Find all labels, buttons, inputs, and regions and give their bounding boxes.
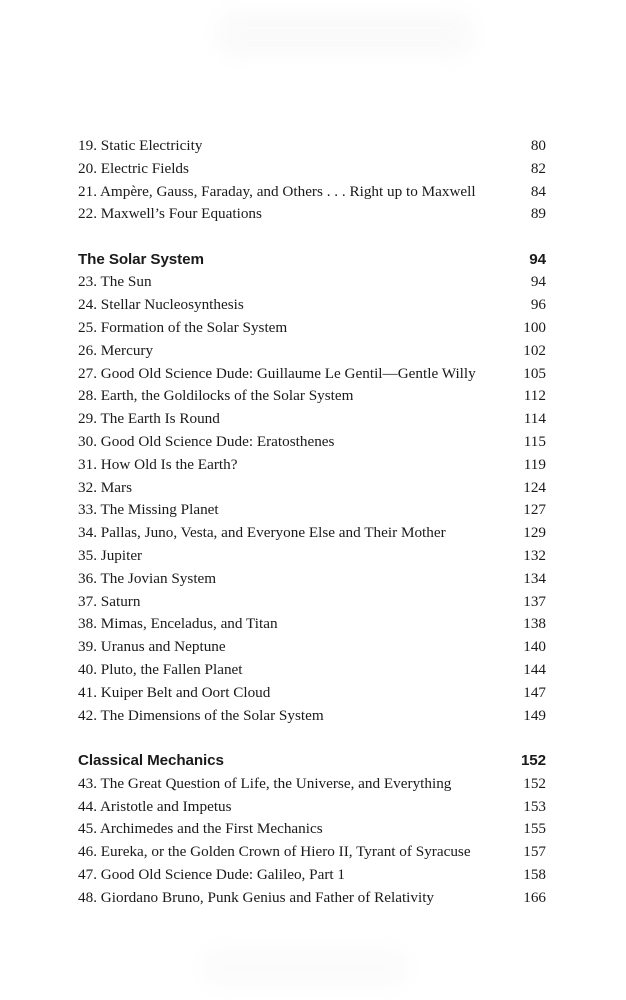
toc-entry-title: 32. Mars [78,478,132,496]
toc-entry[interactable] [78,181,546,204]
toc-entry-page: 132 [523,547,546,565]
toc-entry-title: 43. The Great Question of Life, the Universe, and Everything [78,774,452,792]
toc-entry-title: 25. Formation of the Solar System [78,319,288,337]
toc-entry-title: 34. Pallas, Juno, Vesta, and Everyone Else and Their Mother [78,524,446,542]
toc-entry[interactable] [78,203,546,226]
toc-entry-page: 155 [523,820,546,838]
toc-entry-page: 80 [530,137,546,154]
toc-entry-page: 124 [523,478,546,496]
toc-entry-title: 26. Mercury [78,341,154,359]
toc-entry[interactable] [78,294,546,317]
toc-entry[interactable] [78,135,546,158]
toc-entry-title: 29. The Earth Is Round [78,410,220,428]
toc-entry-page: 112 [523,387,546,405]
toc-entry-page: 114 [523,410,546,428]
toc-entry-title: 33. The Missing Planet [78,501,219,519]
toc-entry-page: 166 [523,888,546,906]
toc-entry[interactable] [78,363,546,386]
toc-entry-page: 152 [523,774,546,792]
table-of-contents [78,135,546,910]
section-title: The Solar System [78,250,204,268]
toc-entry-page: 100 [523,319,546,337]
toc-entry[interactable] [78,317,546,340]
toc-entry[interactable] [78,431,546,454]
toc-group-classical-mechanics [78,773,546,910]
toc-entry[interactable] [78,499,546,522]
toc-entry-page: 89 [530,205,546,223]
toc-entry-page: 105 [523,364,546,382]
toc-entry-title: 37. Saturn [78,592,141,610]
toc-entry-title: 31. How Old Is the Earth? [78,455,238,473]
toc-entry[interactable] [78,385,546,408]
faded-footer-smudge [200,948,410,988]
toc-entry-title: 20. Electric Fields [78,159,189,177]
section-title: Classical Mechanics [78,751,224,769]
toc-entry[interactable] [78,796,546,819]
toc-entry[interactable] [78,682,546,705]
toc-entry-title: 40. Pluto, the Fallen Planet [78,661,243,679]
toc-entry-page: 147 [523,683,546,701]
toc-entry-title: 19. Static Electricity [78,137,203,154]
toc-entry-page: 96 [530,296,546,314]
toc-entry-title: 45. Archimedes and the First Mechanics [78,820,323,838]
toc-entry-page: 153 [523,797,546,815]
toc-entry-page: 102 [523,341,546,359]
toc-entry[interactable] [78,818,546,841]
toc-entry-title: 22. Maxwell’s Four Equations [78,205,262,223]
toc-entry-page: 140 [523,638,546,656]
toc-entry-title: 36. The Jovian System [78,569,217,587]
section-heading-solar-system[interactable] [78,249,546,272]
toc-entry-title: 42. The Dimensions of the Solar System [78,706,324,724]
toc-entry[interactable] [78,864,546,887]
section-heading-classical-mechanics[interactable] [78,750,546,773]
toc-entry-title: 38. Mimas, Enceladus, and Titan [78,615,278,633]
toc-entry-title: 44. Aristotle and Impetus [78,797,232,815]
toc-entry-page: 158 [523,865,546,883]
toc-entry[interactable] [78,408,546,431]
toc-entry-title: 27. Good Old Science Dude: Guillaume Le Gentil—Gentle Willy [78,364,476,382]
toc-entry-title: 48. Giordano Bruno, Punk Genius and Father of Relativity [78,888,435,906]
toc-entry-page: 115 [523,433,546,451]
toc-entry-title: 30. Good Old Science Dude: Eratosthenes [78,433,335,451]
toc-entry[interactable] [78,158,546,181]
toc-entry[interactable] [78,271,546,294]
toc-entry-page: 129 [523,524,546,542]
toc-entry-page: 119 [523,455,546,473]
toc-entry-page: 94 [530,273,546,291]
toc-entry-title: 24. Stellar Nucleosynthesis [78,296,244,314]
toc-entry[interactable] [78,841,546,864]
toc-entry[interactable] [78,591,546,614]
faded-header-smudge [215,10,475,58]
toc-entry-title: 28. Earth, the Goldilocks of the Solar System [78,387,354,405]
section-page: 152 [520,751,546,769]
toc-entry-title: 39. Uranus and Neptune [78,638,226,656]
toc-entry[interactable] [78,522,546,545]
toc-group-solar-system [78,271,546,727]
toc-entry[interactable] [78,636,546,659]
toc-entry[interactable] [78,613,546,636]
toc-entry-page: 149 [523,706,546,724]
toc-entry-page: 138 [523,615,546,633]
toc-entry-title: 47. Good Old Science Dude: Galileo, Part 1 [78,865,345,883]
toc-entry[interactable] [78,659,546,682]
toc-entry-page: 134 [523,569,546,587]
toc-entry-title: 21. Ampère, Gauss, Faraday, and Others . . . Right up to Maxwell [78,182,476,200]
toc-entry-page: 137 [523,592,546,610]
toc-entry-page: 84 [530,182,546,200]
toc-entry[interactable] [78,568,546,591]
toc-entry-title: 35. Jupiter [78,547,143,565]
toc-entry[interactable] [78,545,546,568]
section-page: 94 [529,250,546,268]
toc-entry[interactable] [78,454,546,477]
toc-entry[interactable] [78,887,546,910]
toc-entry-title: 23. The Sun [78,273,152,291]
toc-entry-page: 144 [523,661,546,679]
toc-entry-title: 46. Eureka, or the Golden Crown of Hiero II, Tyrant of Syracuse [78,843,471,861]
toc-entry[interactable] [78,477,546,500]
toc-entry[interactable] [78,705,546,728]
toc-entry-page: 127 [523,501,546,519]
toc-entry-page: 157 [523,843,546,861]
toc-entry[interactable] [78,340,546,363]
toc-entry-page: 82 [530,159,546,177]
toc-group-electricity [78,135,546,226]
toc-entry-title: 41. Kuiper Belt and Oort Cloud [78,683,271,701]
toc-entry[interactable] [78,773,546,796]
